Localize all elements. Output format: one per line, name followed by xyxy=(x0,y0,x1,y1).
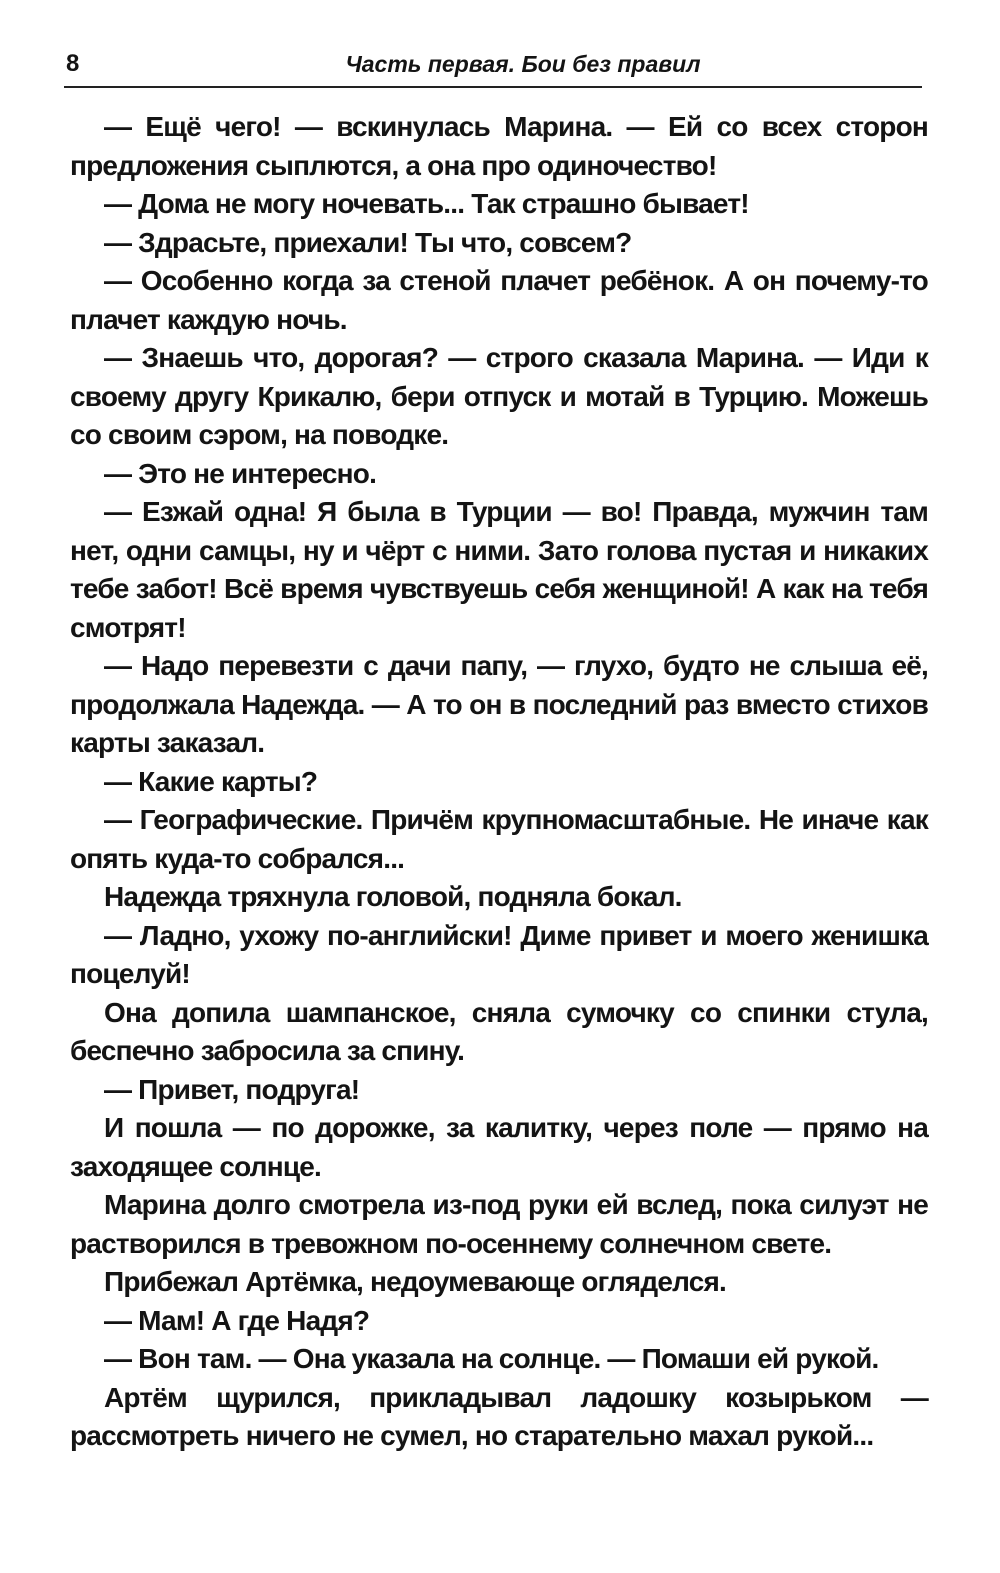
paragraph: — Привет, подруга! xyxy=(104,1073,360,1105)
paragraph: — Езжай одна! Я была в Турции — во! Правда, мужчин там нет, одни самцы, ну и чёрт с ними. Зато голова пустая и никаких тебе забот! Всё время чувствуешь себя женщиной! А как на тебя смотрят! xyxy=(70,496,928,643)
paragraph: — Это не интересно. xyxy=(104,457,377,489)
paragraph: — Вон там. — Она указала на солнце. — Помаши ей рукой. xyxy=(104,1343,879,1374)
paragraph: — Дома не могу ночевать... Так страшно бывает! xyxy=(104,188,749,219)
paragraph: — Ещё чего! — вскинулась Марина. — Ей со всех сторон предложения сыплются, а она про одиночество! xyxy=(70,111,928,181)
paragraph: Она допила шампанское, сняла сумочку со спинки стула, беспечно забросила за спину. xyxy=(70,996,928,1066)
paragraph: — Знаешь что, дорогая? — строго сказала Марина. — Иди к своему другу Крикалю, бери отпуск и мотай в Турцию. Можешь со своим сэром, на поводке. xyxy=(70,342,928,450)
paragraph: — Какие карты? xyxy=(104,765,318,797)
paragraph: — Особенно когда за стеной плачет ребёнок. А он почему-то плачет каждую ночь. xyxy=(70,265,928,335)
paragraph: Марина долго смотрела из-под руки ей вслед, пока силуэт не растворился в тревожном по-осеннему солнечном свете. xyxy=(70,1189,928,1259)
page-number: 8 xyxy=(66,50,80,77)
body-text xyxy=(70,108,928,1456)
paragraph: — Географические. Причём крупномасштабные. Не иначе как опять куда-то собрался... xyxy=(70,804,928,874)
paragraph: Прибежал Артёмка, недоумевающе огляделся. xyxy=(104,1266,727,1297)
paragraph: — Ладно, ухожу по-английски! Диме привет и моего женишка поцелуй! xyxy=(70,919,928,989)
paragraph: — Мам! А где Надя? xyxy=(104,1304,370,1336)
running-title: Часть первая. Бои без правил xyxy=(345,51,701,77)
paragraph: Артём щурился, прикладывал ладошку козырьком — рассмотреть ничего не сумел, но старательно махал рукой... xyxy=(70,1381,928,1451)
paragraph: И пошла — по дорожке, за калитку, через поле — прямо на заходящее солнце. xyxy=(70,1112,928,1182)
paragraph: Надежда тряхнула головой, подняла бокал. xyxy=(104,881,682,912)
page-header xyxy=(64,46,922,88)
paragraph: — Надо перевезти с дачи папу, — глухо, будто не слыша её, продолжала Надежда. — А то он в последний раз вместо стихов карты заказал. xyxy=(70,650,928,758)
paragraph: — Здрасьте, приехали! Ты что, совсем? xyxy=(104,226,632,258)
